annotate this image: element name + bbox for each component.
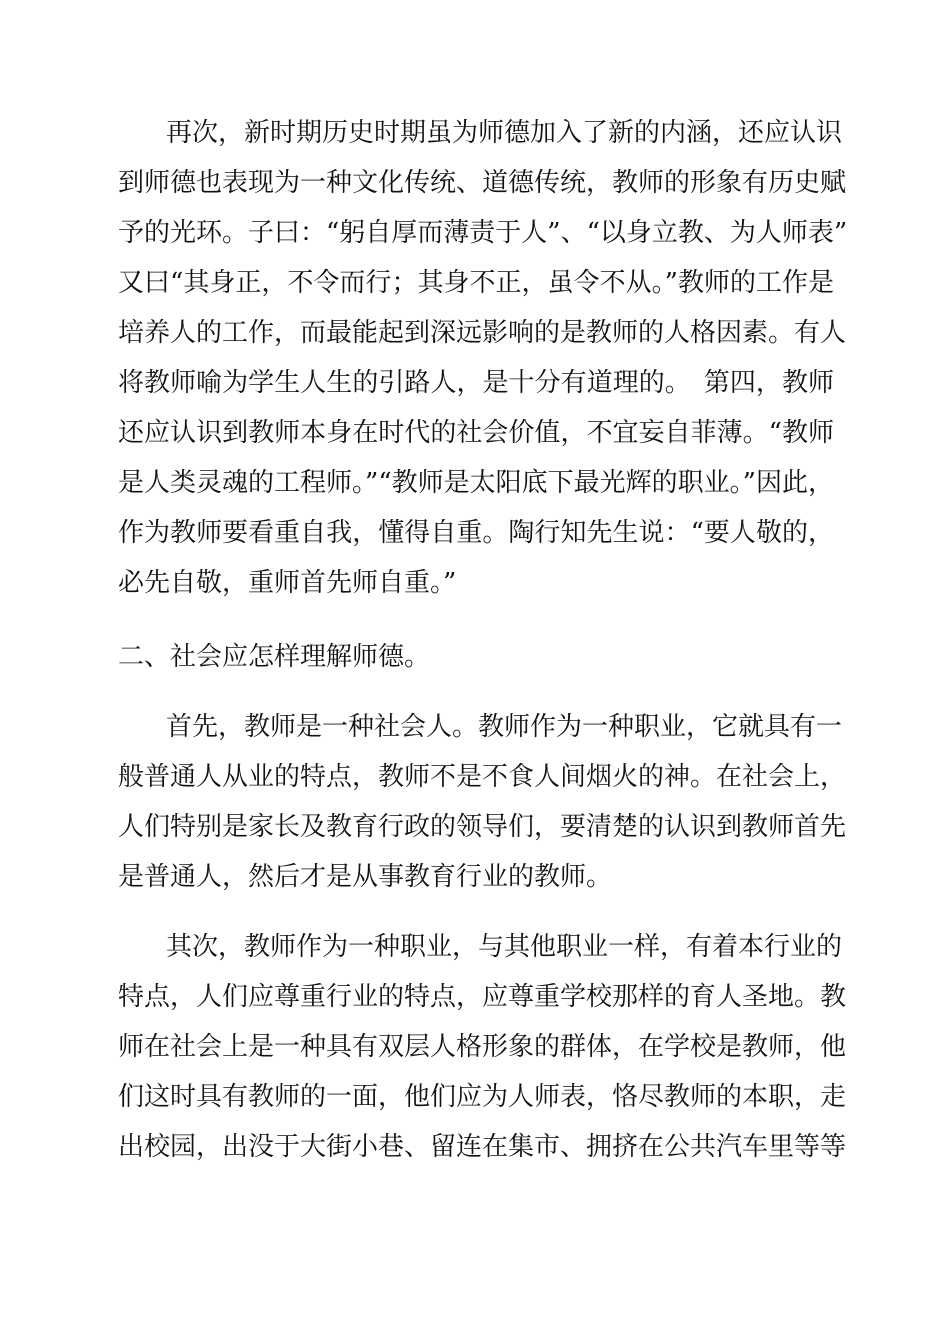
paragraph-1-line-4: 又曰“其身正，不令而行；其身不正，虽令不从。”教师的工作是 bbox=[118, 268, 834, 298]
paragraph-1-line-10: 必先自敬，重师首先师自重。” bbox=[118, 568, 457, 598]
paragraph-3-line-2: 特点，人们应尊重行业的特点，应尊重学校那样的育人圣地。教 bbox=[118, 982, 847, 1012]
paragraph-1-line-9: 作为教师要看重自我，懂得自重。陶行知先生说：“要人敬的， bbox=[118, 518, 834, 548]
paragraph-1-line-8: 是人类灵魂的工程师。”“教师是太阳底下最光辉的职业。”因此， bbox=[118, 468, 834, 498]
paragraph-1-line-1: 再次，新时期历史时期虽为师德加入了新的内涵，还应认识 bbox=[166, 118, 843, 148]
paragraph-2-line-3: 人们特别是家长及教育行政的领导们，要清楚的认识到教师首先 bbox=[118, 812, 847, 842]
paragraph-1-line-6: 将教师喻为学生人生的引路人，是十分有道理的。 第四，教师 bbox=[118, 368, 834, 398]
paragraph-1-line-5: 培养人的工作，而最能起到深远影响的是教师的人格因素。有人 bbox=[118, 318, 847, 348]
paragraph-3-line-4: 们这时具有教师的一面，他们应为人师表，恪尽教师的本职，走 bbox=[118, 1082, 847, 1112]
paragraph-2-line-4: 是普通人，然后才是从事教育行业的教师。 bbox=[118, 862, 613, 892]
paragraph-3-line-5: 出校园，出没于大街小巷、留连在集市、拥挤在公共汽车里等等 bbox=[118, 1132, 847, 1162]
paragraph-3-line-3: 师在社会上是一种具有双层人格形象的群体，在学校是教师，他 bbox=[118, 1032, 847, 1062]
paragraph-2-line-2: 般普通人从业的特点，教师不是不食人间烟火的神。在社会上， bbox=[118, 762, 847, 792]
paragraph-1-line-7: 还应认识到教师本身在时代的社会价值，不宜妄自菲薄。“教师 bbox=[118, 418, 834, 448]
paragraph-1-line-3: 予的光环。子曰：“躬自厚而薄责于人”、“以身立教、为人师表” bbox=[118, 218, 848, 248]
section-heading: 二、社会应怎样理解师德。 bbox=[118, 642, 431, 672]
paragraph-3-line-1: 其次，教师作为一种职业，与其他职业一样，有着本行业的 bbox=[166, 932, 843, 962]
paragraph-1-line-2: 到师德也表现为一种文化传统、道德传统，教师的形象有历史赋 bbox=[118, 168, 847, 198]
paragraph-2-line-1: 首先，教师是一种社会人。教师作为一种职业，它就具有一 bbox=[166, 712, 843, 742]
